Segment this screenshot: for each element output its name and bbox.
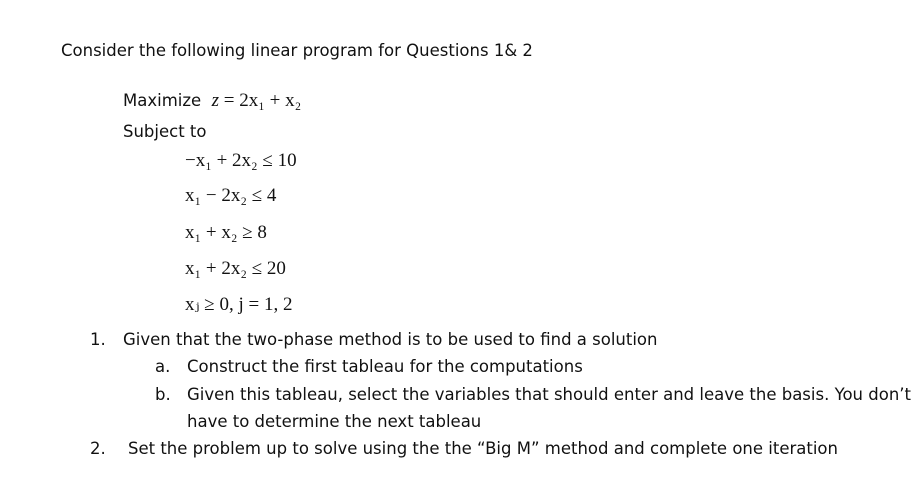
question-2-text: Set the problem up to solve using the the “Big M” method and complete one iteration [128, 439, 838, 458]
question-1b [155, 385, 912, 404]
maximize-label: Maximize [123, 91, 202, 110]
subject-to-label: Subject to [123, 122, 207, 141]
question-1b-text-line-1: Given this tableau, select the variables that should enter and leave the basis. You don’t [187, 385, 912, 404]
constraint-nonnegativity: xⱼ ≥ 0, j = 1, 2 [185, 294, 293, 315]
intro-text: Consider the following linear program for Questions 1& 2 [61, 41, 533, 60]
question-1a-letter: a. [155, 357, 171, 376]
question-1-text: Given that the two-phase method is to be used to find a solution [123, 330, 658, 349]
question-2 [90, 439, 838, 458]
objective-variable: z [211, 90, 220, 111]
objective-expression: = 2x₁ + x₂ [223, 90, 302, 111]
constraint-3: x₁ + x₂ ≥ 8 [185, 222, 267, 243]
objective-line [123, 90, 301, 112]
question-1b-text-line-2: have to determine the next tableau [187, 412, 482, 431]
question-1b-letter: b. [155, 385, 171, 404]
question-2-number: 2. [90, 439, 106, 458]
constraint-1: −x₁ + 2x₂ ≤ 10 [185, 150, 297, 171]
objective-function [212, 90, 302, 111]
constraint-4: x₁ + 2x₂ ≤ 20 [185, 258, 286, 279]
question-1-number: 1. [90, 330, 106, 349]
constraint-2: x₁ − 2x₂ ≤ 4 [185, 185, 277, 206]
question-1a [155, 357, 583, 376]
question-1 [90, 330, 658, 349]
question-1a-text: Construct the first tableau for the computations [187, 357, 583, 376]
